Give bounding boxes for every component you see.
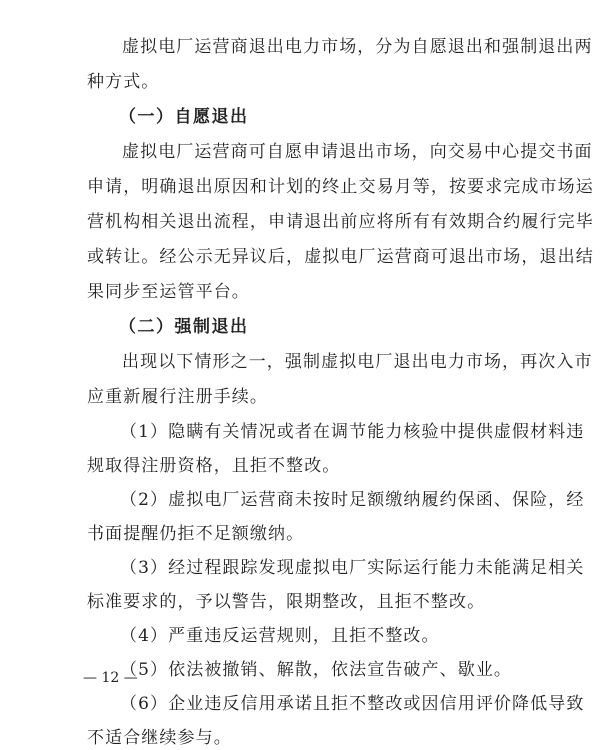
list-item-5-line-1: （5）依法被撤销、解散，依法宣告破产、歇业。: [120, 660, 513, 680]
section2-line-2: 应重新履行注册手续。: [87, 387, 268, 407]
page-number: — 12 —: [83, 670, 138, 686]
section1-line-2: 申请，明确退出原因和计划的终止交易月等，按要求完成市场运: [87, 177, 594, 197]
list-item-6-line-2: 不适合继续参与。: [87, 728, 232, 748]
list-item-3-line-2: 标准要求的，予以警告，限期整改，且拒不整改。: [87, 592, 486, 612]
intro-line-1: 虚拟电厂运营商退出电力市场，分为自愿退出和强制退出两: [122, 37, 593, 57]
section1-line-1: 虚拟电厂运营商可自愿申请退出市场，向交易中心提交书面: [122, 142, 593, 162]
section1-line-5: 果同步至运管平台。: [87, 282, 250, 302]
section2-line-1: 出现以下情形之一，强制虚拟电厂退出电力市场，再次入市: [122, 352, 593, 372]
list-item-4-line-1: （4）严重违反运营规则，且拒不整改。: [120, 626, 440, 646]
section-heading-forced-exit: （二）强制退出: [119, 317, 249, 337]
list-item-1-line-2: 规取得注册资格，且拒不整改。: [87, 456, 341, 476]
list-item-1-line-1: （1）隐瞒有关情况或者在调节能力核验中提供虚假材料违: [120, 422, 585, 442]
list-item-2-line-1: （2）虚拟电厂运营商未按时足额缴纳履约保函、保险，经: [120, 490, 585, 510]
section-heading-voluntary-exit: （一）自愿退出: [119, 107, 249, 127]
section1-line-4: 或转让。经公示无异议后，虚拟电厂运营商可退出市场，退出结: [87, 247, 594, 267]
section1-line-3: 营机构相关退出流程，申请退出前应将所有有效期合约履行完毕: [87, 212, 594, 232]
list-item-3-line-1: （3）经过程跟踪发现虚拟电厂实际运行能力未能满足相关: [120, 558, 585, 578]
intro-line-2: 种方式。: [87, 72, 160, 92]
list-item-6-line-1: （6）企业违反信用承诺且拒不整改或因信用评价降低导致: [120, 694, 585, 714]
list-item-2-line-2: 书面提醒仍拒不足额缴纳。: [87, 524, 305, 544]
